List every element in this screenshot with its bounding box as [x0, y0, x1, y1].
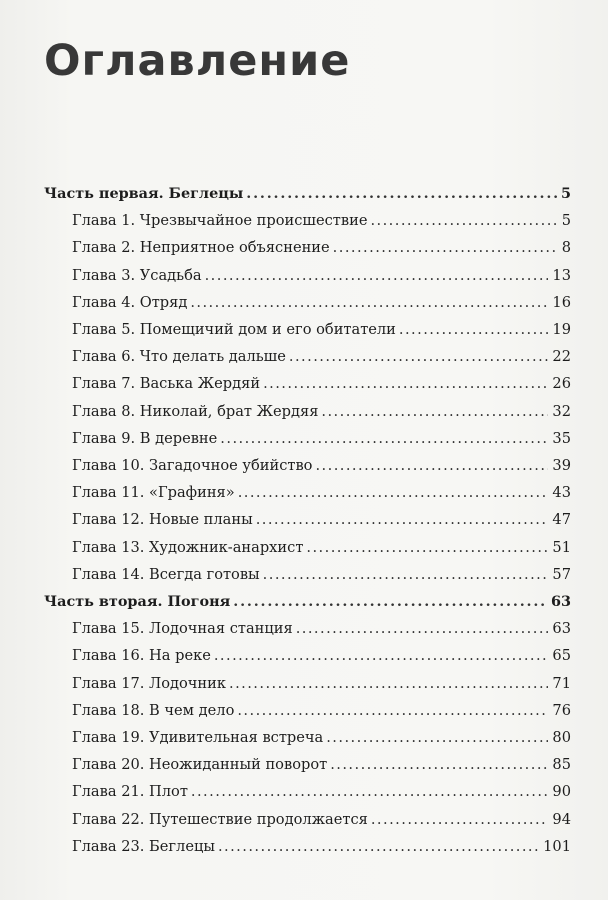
page-number: 13: [552, 266, 571, 284]
dot-leader: [205, 265, 549, 287]
page-number: 63: [552, 620, 571, 638]
chapter-title: Глава 3. Усадьба: [72, 266, 202, 284]
toc-chapter-entry: [72, 482, 571, 504]
page-number: 32: [552, 402, 571, 420]
toc-chapter-entry: [72, 237, 571, 259]
chapter-title: Глава 11. «Графиня»: [72, 484, 235, 502]
chapter-title: Глава 13. Художник-анархист: [72, 538, 304, 556]
dot-leader: [399, 319, 549, 341]
dot-leader: [229, 673, 548, 695]
chapter-title: Глава 2. Неприятное объяснение: [72, 239, 330, 257]
page-number: 71: [552, 674, 571, 692]
chapter-title: Глава 20. Неожиданный поворот: [72, 756, 328, 774]
chapter-title: Глава 22. Путешествие продолжается: [72, 810, 368, 828]
toc-chapter-entry: [72, 618, 571, 640]
page-number: 94: [552, 810, 571, 828]
page-number: 65: [552, 647, 571, 665]
page-number: 57: [552, 565, 571, 583]
toc-chapter-entry: [72, 836, 571, 858]
dot-leader: [371, 809, 549, 831]
dot-leader: [220, 428, 548, 450]
page-number: 5: [560, 185, 571, 202]
chapter-title: Глава 8. Николай, брат Жердяя: [72, 402, 319, 420]
page-number: 26: [552, 375, 571, 393]
page-number: 39: [552, 457, 571, 474]
dot-leader: [333, 237, 558, 259]
dot-leader: [256, 509, 549, 531]
toc-chapter-entry: [72, 673, 571, 695]
dot-leader: [370, 210, 557, 232]
chapter-title: Глава 6. Что делать дальше: [72, 348, 286, 366]
dot-leader: [326, 727, 548, 749]
page-number: 90: [552, 783, 571, 801]
page-number: 16: [552, 293, 571, 311]
dot-leader: [246, 183, 557, 205]
page-number: 19: [552, 321, 571, 338]
toc-chapter-entry: [72, 401, 571, 423]
toc-chapter-entry: [72, 645, 571, 667]
page-number: 76: [552, 701, 571, 719]
chapter-title: Глава 9. В деревне: [72, 429, 218, 447]
toc-chapter-entry: [72, 509, 571, 531]
dot-leader: [233, 591, 547, 613]
dot-leader: [237, 700, 548, 722]
chapter-title: Глава 5. Помещичий дом и его обитатели: [72, 321, 396, 338]
toc-chapter-entry: [72, 564, 571, 586]
toc-chapter-entry: [72, 373, 571, 395]
chapter-title: Глава 12. Новые планы: [72, 511, 253, 529]
page-number: 43: [552, 484, 571, 502]
chapter-title: Глава 21. Плот: [72, 783, 188, 801]
page-number: 5: [561, 212, 571, 230]
chapter-title: Глава 1. Чрезвычайное происшествие: [72, 212, 368, 230]
dot-leader: [330, 754, 548, 776]
toc-chapter-entry: [72, 455, 571, 477]
toc-chapter-entry: [72, 700, 571, 722]
dot-leader: [238, 482, 549, 504]
part-title: Часть вторая. Погоня: [44, 593, 231, 610]
page-number: 85: [552, 756, 571, 774]
dot-leader: [315, 455, 548, 477]
toc-chapter-entry: [72, 292, 571, 314]
toc-chapter-entry: [72, 537, 571, 559]
page-number: 22: [552, 348, 571, 366]
page-number: 47: [552, 511, 571, 529]
dot-leader: [306, 537, 548, 559]
toc-chapter-entry: [72, 319, 571, 341]
toc-chapter-entry: [72, 809, 571, 831]
chapter-title: Глава 15. Лодочная станция: [72, 620, 293, 638]
dot-leader: [263, 373, 548, 395]
toc-chapter-entry: [72, 727, 571, 749]
chapter-title: Глава 17. Лодочник: [72, 674, 226, 692]
chapter-title: Глава 23. Беглецы: [72, 837, 215, 855]
page-number: 51: [552, 538, 571, 556]
chapter-title: Глава 18. В чем дело: [72, 701, 235, 719]
page-number: 8: [561, 239, 571, 257]
dot-leader: [296, 618, 549, 640]
page-title: Оглавление: [44, 36, 351, 86]
toc-chapter-entry: [72, 754, 571, 776]
toc-chapter-entry: [72, 210, 571, 232]
dot-leader: [218, 836, 539, 858]
dot-leader: [214, 645, 549, 667]
toc-part-entry: [44, 591, 571, 613]
toc-chapter-entry: [72, 346, 571, 368]
chapter-title: Глава 19. Удивительная встреча: [72, 729, 324, 746]
chapter-title: Глава 16. На реке: [72, 647, 211, 665]
dot-leader: [191, 781, 549, 803]
page-number: 80: [552, 729, 571, 746]
toc-part-entry: [44, 183, 571, 205]
dot-leader: [263, 564, 549, 586]
chapter-title: Глава 7. Васька Жердяй: [72, 375, 261, 393]
toc-chapter-entry: [72, 781, 571, 803]
page-number: 63: [550, 593, 571, 610]
toc-chapter-entry: [72, 265, 571, 287]
page-number: 101: [543, 837, 571, 855]
part-title: Часть первая. Беглецы: [44, 185, 244, 202]
dot-leader: [190, 292, 548, 314]
chapter-title: Глава 4. Отряд: [72, 293, 188, 311]
toc-chapter-entry: [72, 428, 571, 450]
dot-leader: [321, 401, 548, 423]
chapter-title: Глава 10. Загадочное убийство: [72, 457, 313, 474]
page-number: 35: [552, 429, 571, 447]
dot-leader: [289, 346, 549, 368]
chapter-title: Глава 14. Всегда готовы: [72, 565, 260, 583]
